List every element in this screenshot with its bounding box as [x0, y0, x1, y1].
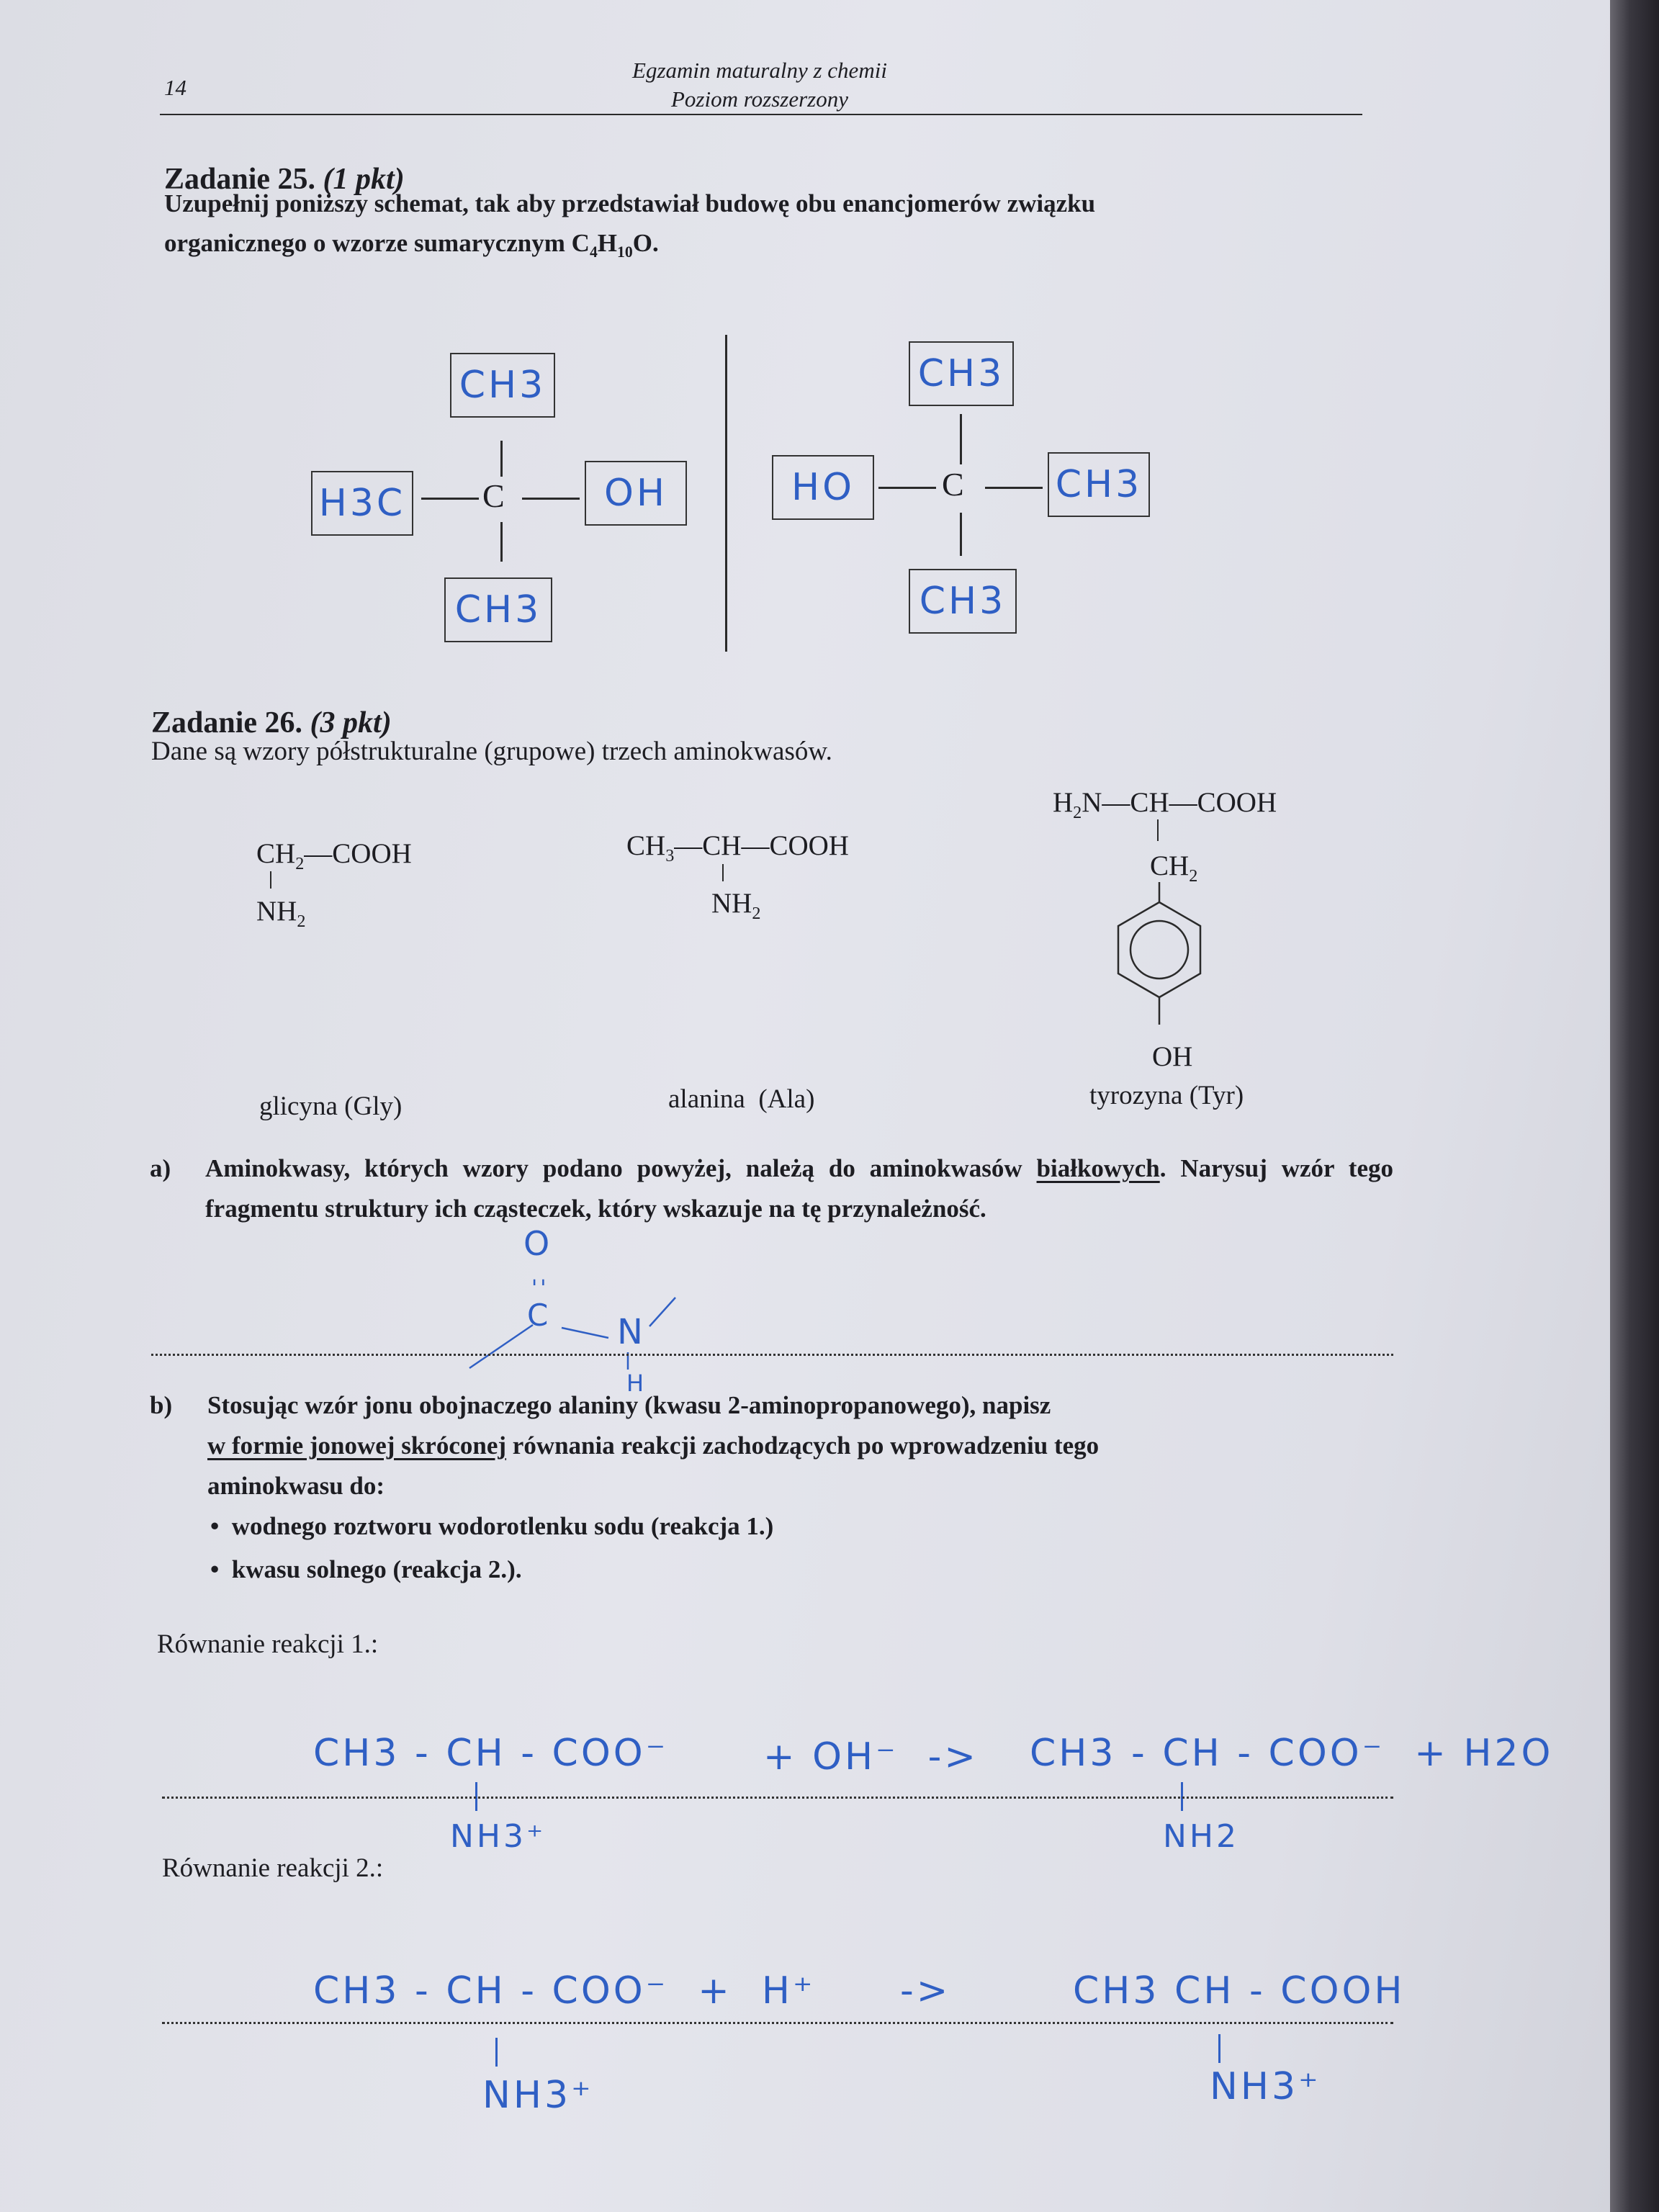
eq2-answer-line — [162, 2022, 1393, 2024]
part-b-line3: aminokwasu do: — [207, 1472, 385, 1500]
task25-instruction-line1: Uzupełnij poniższy schemat, tak aby przedstawiał budowę obu enancjomerów związku — [164, 189, 1096, 217]
page-number: 14 — [164, 75, 186, 100]
tyrosine-bond-1 — [1157, 819, 1159, 841]
left-left-box[interactable] — [311, 471, 413, 536]
tyrosine-name: tyrozyna (Tyr) — [1089, 1081, 1244, 1110]
right-bond-right — [985, 487, 1043, 489]
bullet-1 — [210, 1506, 773, 1547]
bullet-2-dot: • — [210, 1555, 232, 1583]
eq2-product: CH3 CH - COOH — [1073, 1969, 1406, 2013]
part-a-answer-c: C — [527, 1298, 552, 1333]
task26-title — [151, 706, 392, 740]
left-bond-top — [500, 441, 503, 477]
tyrosine-formula-oh: OH — [1152, 1041, 1193, 1072]
glycine-formula-top: $CH_2—COOH$ — [256, 838, 412, 873]
task26-points: (3 pkt) — [310, 706, 392, 739]
right-bond-left — [878, 487, 936, 489]
right-right-answer: CH3 — [1055, 463, 1143, 506]
right-left-answer: HO — [791, 466, 855, 509]
bullet-2-text: kwasu solnego (reakcja 2.). — [231, 1555, 522, 1583]
left-right-box[interactable] — [585, 461, 687, 526]
header-title-line1: Egzamin maturalny z chemii — [632, 58, 887, 83]
eq1-reactant: CH3 - CH - COO⁻ — [313, 1732, 669, 1775]
part-a-answer-h: H — [626, 1370, 647, 1397]
right-top-answer: CH3 — [917, 352, 1005, 395]
right-bottom-box[interactable] — [909, 569, 1017, 634]
part-a-text — [205, 1148, 1393, 1229]
eq2-bond-left — [495, 2038, 498, 2067]
part-b-label: b) — [150, 1391, 173, 1419]
eq1-label: Równanie reakcji 1.: — [157, 1629, 379, 1659]
right-central-carbon: C — [942, 466, 964, 503]
eq2-reactant-sub: NH3⁺ — [482, 2074, 594, 2117]
left-bottom-answer: CH3 — [454, 588, 542, 631]
task25-instruction-line2: organicznego o wzorze sumarycznym $C_4H_{10}O$. — [164, 229, 659, 261]
eq1-product: CH3 - CH - COO⁻ + H2O — [1030, 1732, 1554, 1775]
left-top-answer: CH3 — [459, 364, 547, 407]
part-b-line2-post: równania reakcji zachodzących po wprowadzeniu tego — [512, 1431, 1100, 1460]
alanine-name: alanina (Ala) — [668, 1084, 815, 1114]
right-left-box[interactable] — [772, 455, 874, 520]
part-a-answer-line — [151, 1354, 1393, 1356]
right-bond-top — [960, 414, 962, 464]
header-title-line2: Poziom rozszerzony — [670, 86, 848, 112]
left-bottom-box[interactable] — [444, 577, 552, 642]
eq1-product-sub: NH2 — [1163, 1818, 1239, 1855]
eq1-answer-line — [162, 1797, 1393, 1799]
tyrosine-formula-ch2: $CH_2$ — [1150, 850, 1198, 886]
part-a-text-pre: Aminokwasy, których wzory podano powyżej, należą do aminokwasów — [205, 1154, 1022, 1182]
left-top-box[interactable] — [450, 353, 555, 418]
part-a-answer-bonds — [461, 1282, 691, 1382]
part-b-line2 — [207, 1426, 1099, 1466]
left-right-answer: OH — [603, 472, 668, 515]
part-a-text-post: . Narysuj wzór tego fragmentu struktury ich cząsteczek, który wskazuje na tę przynależność. — [205, 1154, 1393, 1223]
tyrosine-formula-top: $H_2N—CH—COOH$ — [1053, 787, 1277, 822]
eq1-plus: + OH⁻ -> — [763, 1735, 979, 1779]
task25-title-text: Zadanie 25. — [164, 163, 316, 196]
bullet-2 — [210, 1550, 522, 1590]
part-b-underlined: w formie jonowej skróconej — [207, 1431, 507, 1460]
glycine-bond — [270, 871, 271, 889]
part-a-answer-double-bond: '' — [531, 1276, 549, 1301]
eq2-reactant: CH3 - CH - COO⁻ + H⁺ — [313, 1969, 816, 2013]
eq2-arrow: -> — [900, 1969, 951, 2013]
part-a-answer-o: O — [523, 1224, 553, 1263]
bullet-1-text: wodnego roztworu wodorotlenku sodu (reakcja 1.) — [231, 1512, 774, 1540]
left-bond-left — [421, 498, 479, 500]
part-a-answer-n: N — [617, 1312, 646, 1352]
task26-intro: Dane są wzory półstrukturalne (grupowe) trzech aminokwasów. — [151, 737, 832, 766]
left-left-answer: H3C — [318, 482, 406, 525]
eq1-reactant-sub: NH3⁺ — [450, 1818, 547, 1855]
right-top-box[interactable] — [909, 341, 1014, 406]
tyrosine-benzene-ring — [1109, 882, 1210, 1026]
alanine-formula-top: $CH_3—CH—COOH$ — [626, 830, 849, 866]
part-a-label: a) — [150, 1154, 171, 1182]
right-bond-bottom — [960, 513, 962, 556]
bullet-1-dot: • — [210, 1512, 232, 1540]
alanine-formula-nh2: $NH_2$ — [711, 888, 761, 923]
right-bottom-answer: CH3 — [919, 580, 1007, 623]
eq2-label: Równanie reakcji 2.: — [162, 1853, 384, 1883]
right-right-box[interactable] — [1048, 452, 1150, 517]
task26-title-text: Zadanie 26. — [151, 706, 303, 739]
page-edge-shadow — [1610, 0, 1659, 2212]
task25-points: (1 pkt) — [323, 163, 405, 196]
left-bond-bottom — [500, 522, 503, 562]
part-b-line1-text: Stosując wzór jonu obojnaczego alaniny (kwasu 2-aminopropanowego), napisz — [207, 1391, 1051, 1419]
mirror-plane-line — [725, 335, 727, 652]
glycine-formula-nh2: $NH_2$ — [256, 896, 306, 931]
glycine-name: glicyna (Gly) — [259, 1092, 403, 1121]
part-b-line1 — [207, 1385, 1395, 1426]
part-a-underlined: białkowych — [1036, 1154, 1160, 1182]
left-central-carbon: C — [482, 477, 505, 514]
alanine-bond — [722, 864, 724, 881]
eq2-bond-right — [1218, 2034, 1220, 2063]
left-bond-right — [522, 498, 580, 500]
header-rule — [160, 114, 1362, 115]
eq2-product-sub: NH3⁺ — [1210, 2065, 1321, 2108]
